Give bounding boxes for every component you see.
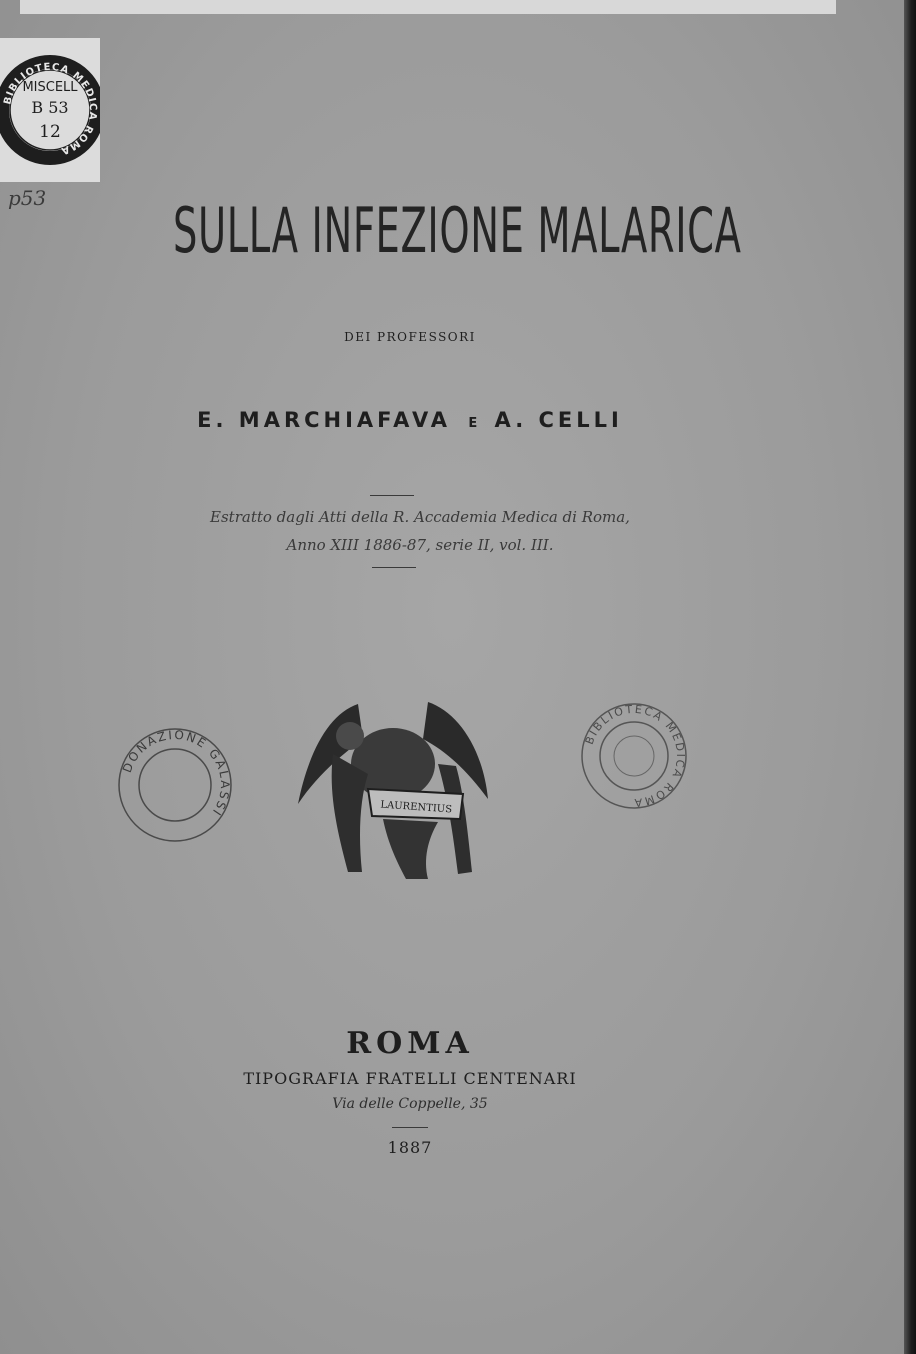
imprint-city: ROMA xyxy=(346,1026,474,1061)
author-second: A. CELLI xyxy=(494,408,623,432)
authors xyxy=(100,408,720,432)
donation-stamp xyxy=(112,722,238,848)
next-page-edge xyxy=(20,0,836,14)
library-stamp xyxy=(574,698,694,814)
label-shelf-line1: MISCELL xyxy=(22,80,78,95)
label-shelf-line3: 12 xyxy=(39,122,61,142)
library-label xyxy=(0,38,100,182)
rule-bottom xyxy=(372,567,416,568)
emblem-banner-text: LAURENTIUS xyxy=(379,799,453,816)
svg-text:DONAZIONE GALASSI xyxy=(120,728,232,820)
extract-line2: Anno XIII 1886-87, serie II, vol. III. xyxy=(286,536,554,554)
extract-line1: Estratto dagli Atti della R. Accademia Medica di Roma, xyxy=(210,508,630,526)
byline: DEI PROFESSORI xyxy=(344,330,476,344)
page-edge-shadow xyxy=(904,0,916,1354)
imprint-year: 1887 xyxy=(387,1138,433,1157)
author-first: E. MARCHIAFAVA xyxy=(197,408,452,432)
page-title: SULLA INFEZIONE MALARICA xyxy=(173,194,742,267)
imprint-address: Via delle Coppelle, 35 xyxy=(332,1096,488,1112)
label-shelf-line2: B 53 xyxy=(31,98,69,117)
rule-top xyxy=(370,495,414,496)
author-conjunction: E xyxy=(468,416,478,431)
donation-stamp-text: DONAZIONE GALASSI xyxy=(119,727,233,820)
library-stamp-text: BIBLIOTECA MEDICA ROMA xyxy=(582,702,688,810)
rule-imprint xyxy=(392,1127,428,1128)
library-label-ring-text: BIBLIOTECA MEDICA ROMA xyxy=(2,61,99,157)
imprint-printer: TIPOGRAFIA FRATELLI CENTENARI xyxy=(243,1069,577,1088)
printer-emblem xyxy=(288,694,498,884)
pencil-note: p53 xyxy=(8,186,47,210)
